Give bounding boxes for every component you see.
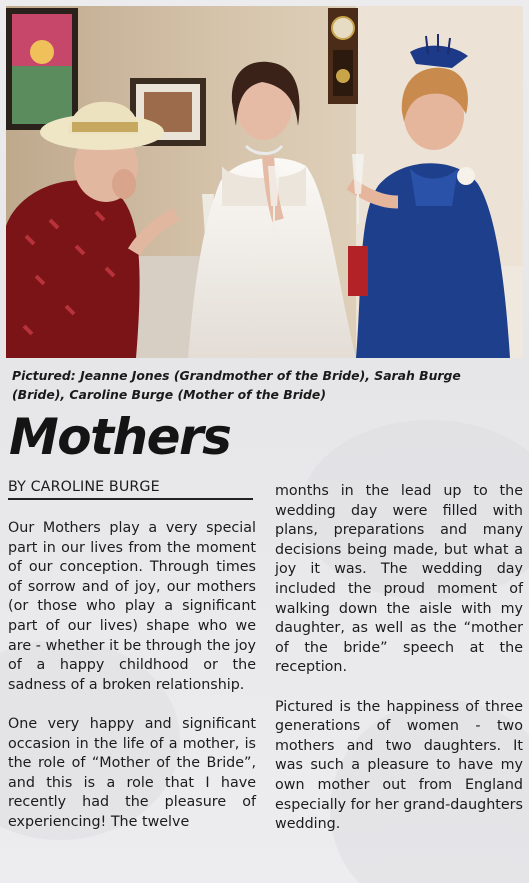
wedding-photo	[6, 6, 523, 358]
byline: BY CAROLINE BURGE	[8, 478, 253, 500]
article-column-left	[8, 478, 256, 833]
photo-caption: Pictured: Jeanne Jones (Grandmother of the Bride), Sarah Burge (Bride), Caroline Burge (Mother of the Bride)	[12, 368, 461, 402]
wall-clock	[328, 8, 358, 104]
framed-picture-left	[6, 8, 78, 130]
article-paragraph: Pictured is the happiness of three generations of women - two mothers and two daughters. It was such a pleasure to have my own mother out from England especially for her grand-daughters wedding.	[275, 698, 523, 833]
article-paragraph: months in the lead up to the wedding day were filled with plans, preparations and many decisions being made, but what a joy it was. The wedding day included the proud moment of walking down the aisle with my daughter, as well as the “mother of the bride” speech at the reception.	[275, 483, 523, 676]
article-paragraph: One very happy and significant occasion in the life of a mother, is the role of “Mother of the Bride”, and this is a role that I have recently had the pleasure of experiencing! The twelve	[8, 715, 256, 830]
article-paragraph: Our Mothers play a very special part in our lives from the moment of our conception. Through times of sorrow and of joy, our mothers (or those who play a significant part of our lives) shape who we are - whether it be through the joy of a happy childhood or the sadness of a broken relationship.	[8, 520, 256, 693]
article-column-right	[275, 482, 523, 835]
article-headline: Mothers	[9, 408, 231, 466]
